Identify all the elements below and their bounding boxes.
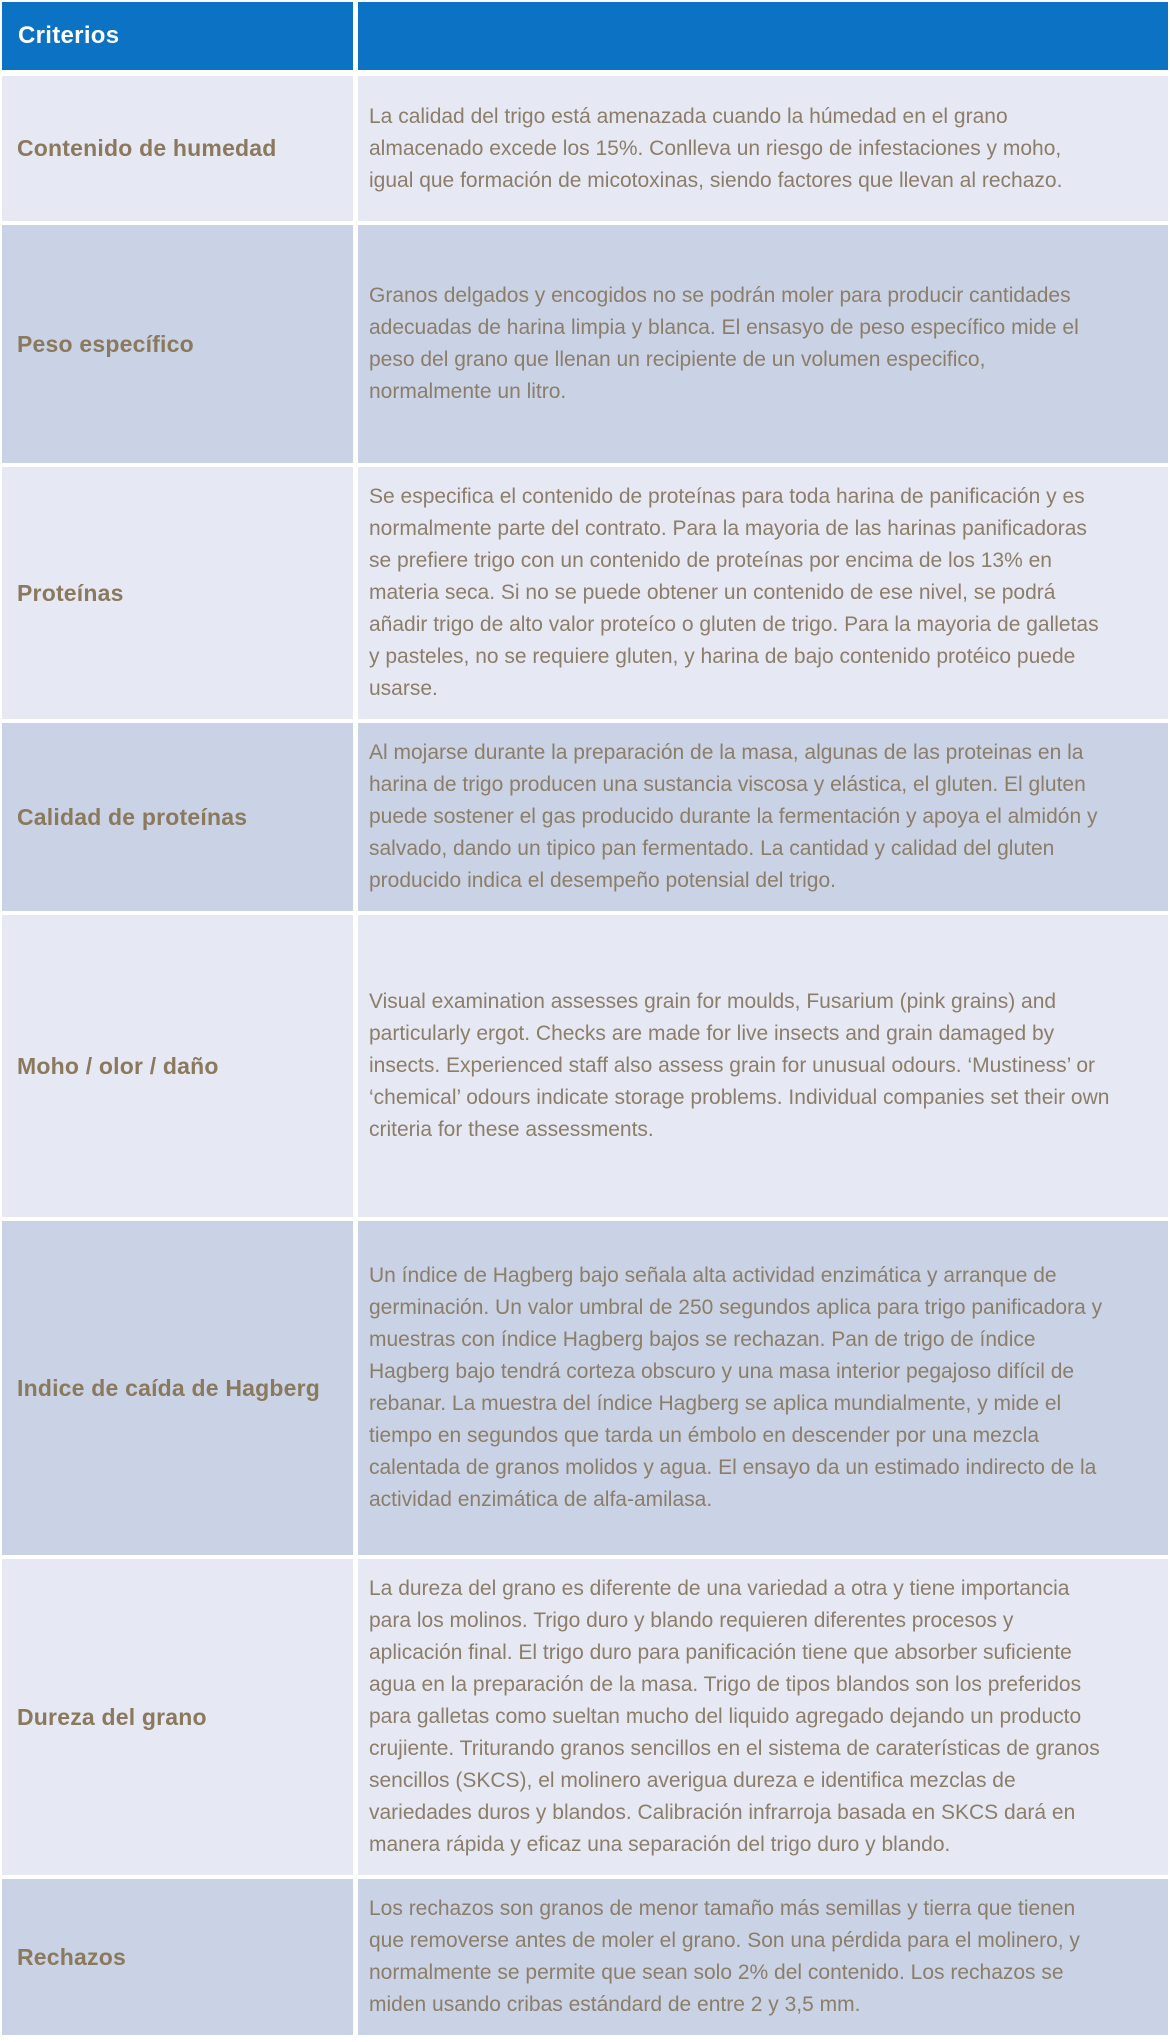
criterion-name: Proteínas bbox=[2, 467, 353, 719]
criterion-description: Al mojarse durante la preparación de la masa, algunas de las proteinas en la harina de trigo producen una sustancia viscosa y elástica, el gluten. El gluten puede sostener el gas producido durante la fermentación y apoya el almidón y salvado, dando un tipico pan fermentado. La cantidad y calidad del gluten producido indica el desempeño potensial del trigo. bbox=[358, 723, 1168, 911]
criterion-description: Se especifica el contenido de proteínas para toda harina de panificación y es normalmente parte del contrato. Para la mayoria de las harinas panificadoras se prefiere trigo con un contenido de proteínas por encima de los 13% en materia seca. Si no se puede obtener un contenido de ese nivel, se podrá añadir trigo de alto valor proteíco o gluten de trigo. Para la mayoria de galletas y pasteles, no se requiere gluten, y harina de bajo contenido protéico puede usarse. bbox=[358, 467, 1168, 719]
table-row bbox=[2, 915, 1168, 1217]
criterion-name: Calidad de proteínas bbox=[2, 723, 353, 911]
criterion-name: Indice de caída de Hagberg bbox=[2, 1221, 353, 1555]
table-row bbox=[2, 225, 1168, 463]
criterion-description: Los rechazos son granos de menor tamaño más semillas y tierra que tienen que removerse antes de moler el grano. Son una pérdida para el molinero, y normalmente se permite que sean solo 2% del contenido. Los rechazos se miden usando cribas estándard de entre 2 y 3,5 mm. bbox=[358, 1879, 1168, 2035]
table-row bbox=[2, 1221, 1168, 1555]
criterion-description: Un índice de Hagberg bajo señala alta actividad enzimática y arranque de germinación. Un valor umbral de 250 segundos aplica para trigo panificadora y muestras con índice Hagberg bajos se rechazan. Pan de trigo de índice Hagberg bajo tendrá corteza obscuro y una masa interior pegajoso difícil de rebanar. La muestra del índice Hagberg se aplica mundialmente, y mide el tiempo en segundos que tarda un émbolo en descender por una mezcla calentada de granos molidos y agua. El ensayo da un estimado indirecto de la actividad enzimática de alfa-amilasa. bbox=[358, 1221, 1168, 1555]
table-header-row bbox=[2, 2, 1168, 70]
criterion-description: La calidad del trigo está amenazada cuando la húmedad en el grano almacenado excede los 15%. Conlleva un riesgo de infestaciones y moho, igual que formación de micotoxinas, siendo factores que llevan al rechazo. bbox=[358, 76, 1168, 221]
criterion-name: Rechazos bbox=[2, 1879, 353, 2035]
criterion-name: Contenido de humedad bbox=[2, 76, 353, 221]
criterion-description: Visual examination assesses grain for moulds, Fusarium (pink grains) and particularly ergot. Checks are made for live insects and grain damaged by insects. Experienced staff also assess grain for unusual odours. ‘Mustiness’ or ‘chemical’ odours indicate storage problems. Individual companies set their own criteria for these assessments. bbox=[358, 915, 1168, 1217]
table-row bbox=[2, 723, 1168, 911]
criterion-name: Peso específico bbox=[2, 225, 353, 463]
table-row bbox=[2, 1559, 1168, 1875]
table-row bbox=[2, 467, 1168, 719]
table-row bbox=[2, 76, 1168, 221]
criterion-name: Moho / olor / daño bbox=[2, 915, 353, 1217]
criterion-name: Dureza del grano bbox=[2, 1559, 353, 1875]
criterion-description: La dureza del grano es diferente de una variedad a otra y tiene importancia para los molinos. Trigo duro y blando requieren diferentes procesos y aplicación final. El trigo duro para panificación tiene que absorber suficiente agua en la preparación de la masa. Trigo de tipos blandos son los preferidos para galletas como sueltan mucho del liquido agregado dejando un producto crujiente. Triturando granos sencillos en el sistema de caraterísticas de granos sencillos (SKCS), el molinero averigua dureza e identifica mezclas de variedades duros y blandos. Calibración infrarroja basada en SKCS dará en manera rápida y eficaz una separación del trigo duro y blando. bbox=[358, 1559, 1168, 1875]
header-cell-description bbox=[358, 2, 1168, 70]
criterion-description: Granos delgados y encogidos no se podrán moler para producir cantidades adecuadas de harina limpia y blanca. El ensasyo de peso específico mide el peso del grano que llenan un recipiente de un volumen especifico, normalmente un litro. bbox=[358, 225, 1168, 463]
header-cell-criterios: Criterios bbox=[2, 2, 353, 70]
table-row bbox=[2, 1879, 1168, 2035]
